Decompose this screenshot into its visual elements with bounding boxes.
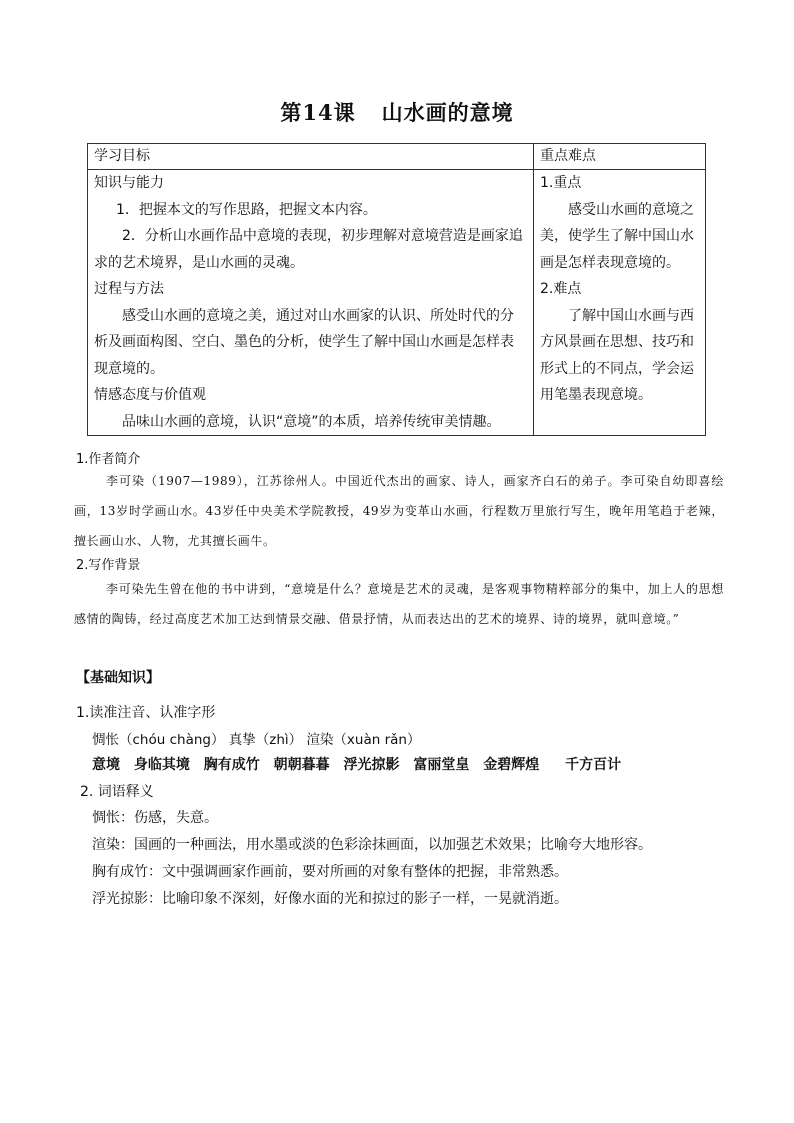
knowledge-item-1: 1．把握本文的写作思路，把握文本内容。 [116,201,377,218]
word-list [92,754,630,774]
header-key-difficult: 重点难点 [534,144,706,170]
definition-item: 胸有成竹：文中强调画家作画前，要对所画的对象有整体的把握，非常熟悉。 [92,864,568,880]
basics-heading: 【基础知识】 [76,670,160,686]
key-text: 感受山水画的意境之美，使学生了解中国山水画是怎样表现意境的。 [540,201,694,271]
goals-table [87,143,706,436]
lesson-number: 第14课 [280,100,356,125]
background-paragraph [74,574,724,634]
process-title: 过程与方法 [94,281,164,297]
process-text: 感受山水画的意境之美，通过对山水画家的认识、所处时代的分析及画面构图、空白、墨色的分析，使学生了解中国山水画是怎样表现意境的。 [94,307,514,377]
background-text: 李可染先生曾在他的书中讲到，“意境是什么？意境是艺术的灵魂，是客观事物精粹部分的集中，加上人的思想感情的陶铸，经过高度艺术加工达到情景交融、借景抒情，从而表达出的艺术的境界、诗的境界，就叫意境。” [74,582,724,626]
author-text: 李可染（1907—1989），江苏徐州人。中国近代杰出的画家、诗人，画家齐白石的弟子。李可染自幼即喜绘画，13岁时学画山水。43岁任中央美术学院教授，49岁为变革山水画，行程数万里旅行写生，晚年用笔趋于老辣，擅长画山水、人物，尤其擅长画牛。 [74,474,724,548]
emotion-title: 情感态度与价值观 [94,387,206,403]
key-difficult-cell [534,170,706,436]
definition-item: 渲染：国画的一种画法，用水墨或淡的色彩涂抹画面，以加强艺术效果；比喻夸大地形容。 [92,837,652,853]
pronunciation-line: 惆怅（chóu chàng） 真挚（zhì） 渲染（xuàn rǎn） [92,732,421,748]
lesson-topic: 山水画的意境 [381,100,514,125]
difficulty-title: 2.难点 [540,281,582,297]
definition-item: 浮光掠影：比喻印象不深刻，好像水面的光和掠过的影子一样，一晃就消逝。 [92,891,568,907]
header-learning-goals: 学习目标 [88,144,534,170]
knowledge-item-2: 2．分析山水画作品中意境的表现，初步理解对意境营造是画家追求的艺术境界，是山水画的灵魂。 [94,228,523,271]
word-item: 富丽堂皇 [413,757,470,773]
word-item: 金碧辉煌 [483,757,540,773]
knowledge-title: 知识与能力 [94,175,164,191]
author-heading: 1.作者简介 [76,452,141,467]
definitions-heading: 2. 词语释义 [80,784,154,800]
pronunciation-heading: 1.读准注音、认准字形 [76,705,216,721]
definition-item: 惆怅：伤感，失意。 [92,810,218,826]
background-heading: 2.写作背景 [76,558,141,573]
author-paragraph [74,466,724,556]
difficulty-text: 了解中国山水画与西方风景画在思想、技巧和形式上的不同点，学会运用笔墨表现意境。 [540,307,694,403]
word-item: 朝朝暮暮 [273,757,330,773]
word-item: 浮光掠影 [343,757,400,773]
key-title: 1.重点 [540,175,582,191]
word-item: 身临其境 [133,757,190,773]
word-item: 千方百计 [565,757,622,773]
word-item: 胸有成竹 [203,757,260,773]
word-item: 意境 [92,757,120,773]
page-title [0,97,794,127]
goals-cell [88,170,534,436]
emotion-text: 品味山水画的意境，认识“意境”的本质，培养传统审美情趣。 [122,413,501,430]
